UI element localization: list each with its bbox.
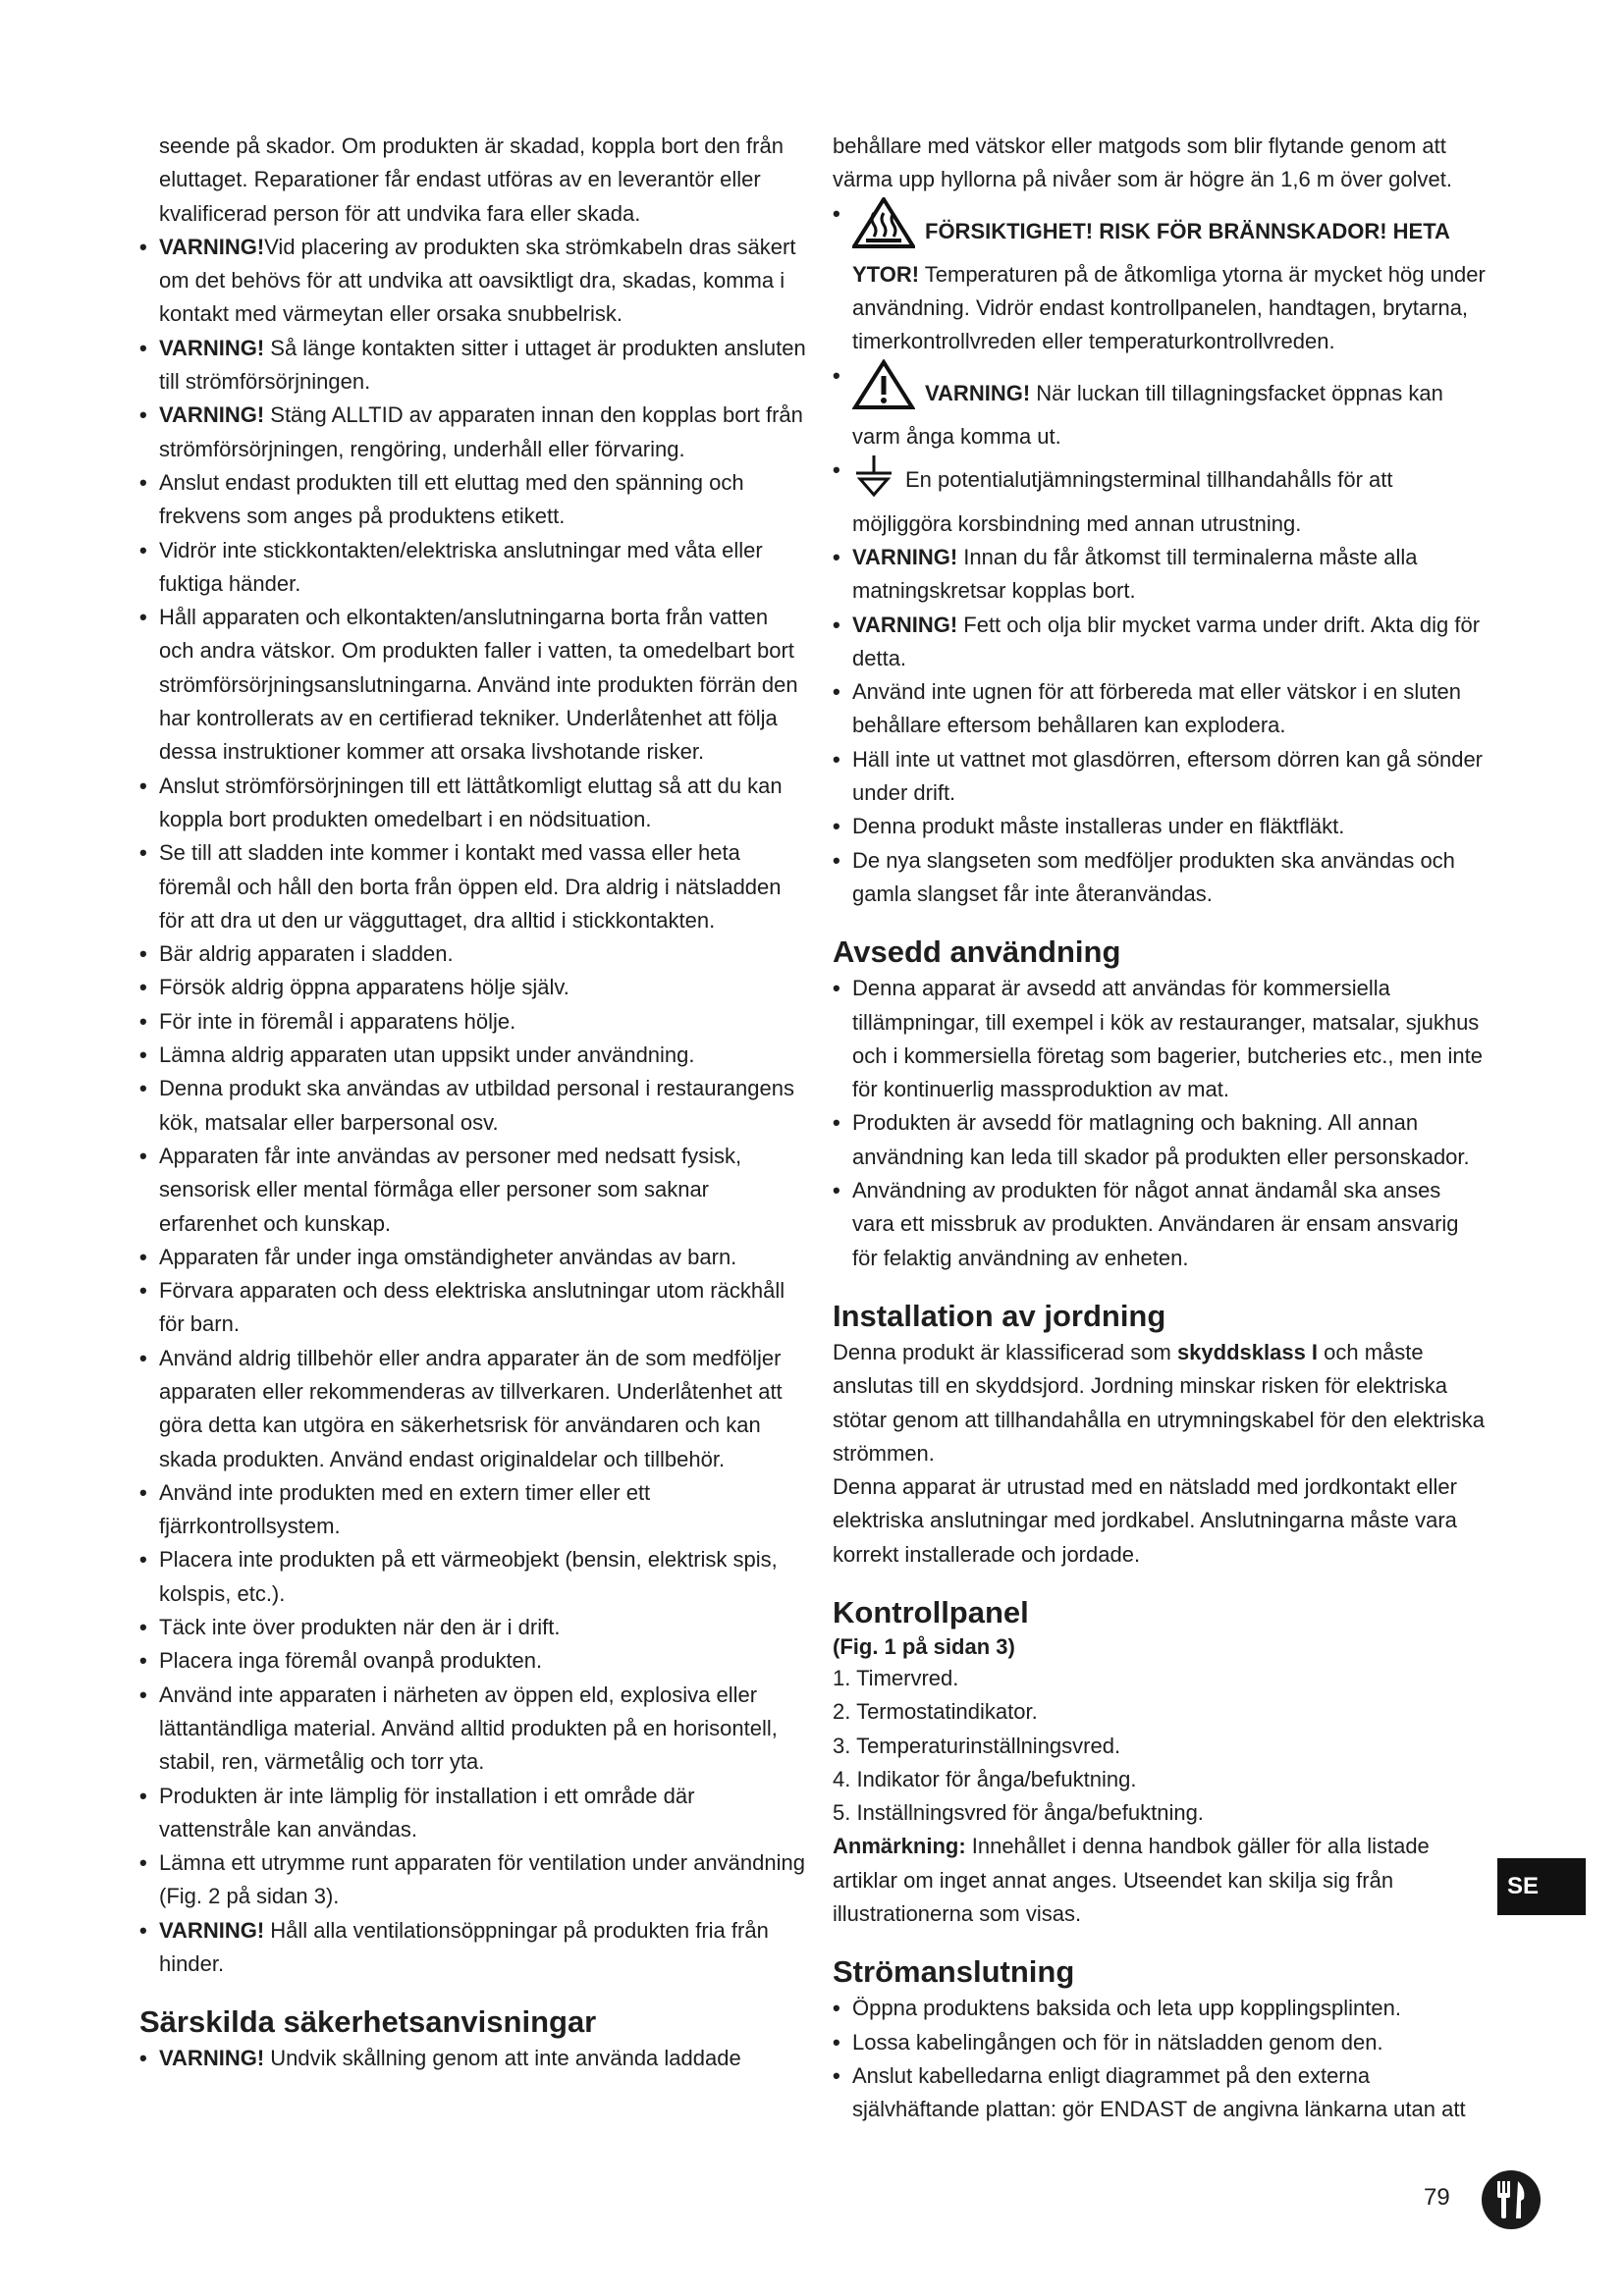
intended-use-heading: Avsedd användning [833, 934, 1121, 970]
list-item: • De nya slangseten som medföljer produkten ska användas och gamla slangset får inte återanvändas. [833, 844, 1486, 912]
list-item: • För inte in föremål i apparatens hölje. [139, 1005, 807, 1039]
intro-paragraph: seende på skador. Om produkten är skadad, koppla bort den från eluttaget. Reparationer får endast utföras av en leverantör eller kvalificerad person för att undvika fara eller skada. [159, 133, 784, 226]
intended-use-list [833, 972, 1486, 1275]
list-item: • Öppna produktens baksida och leta upp kopplingsplinten. [833, 1992, 1486, 2025]
list-item: • Produkten är inte lämplig för installation i ett område där vattenstråle kan användas. [139, 1780, 807, 1847]
list-item: • Lämna ett utrymme runt apparaten för ventilation under användning (Fig. 2 på sidan 3). [139, 1846, 807, 1914]
page-number: 79 [1424, 2184, 1450, 2211]
numbered-item: 2. Termostatindikator. [833, 1699, 1038, 1725]
list-item: • Denna apparat är avsedd att användas för kommersiella tillämpningar, till exempel i kök av restauranger, matsalar, sjukhus och i kommersiella företag som bagerier, butcheries etc., men inte för kontinuerlig massproduktion av mat. [833, 972, 1486, 1106]
language-tab: SE [1497, 1858, 1586, 1915]
right-column [833, 130, 1486, 2127]
grounding-paragraph-1: Denna produkt är klassificerad som skyddsklass I och måste anslutas till en skyddsjord. Jordning minskar risken för elektriska stötar genom att tillhandahålla en utrymningskabel för den elektriska strömmen. [833, 1339, 1486, 1466]
list-item: • Håll apparaten och elkontakten/anslutningarna borta från vatten och andra vätskor. Om produkten faller i vatten, ta omedelbart bort strömförsörjningsanslutningarna. Använd inte produkten förrän den har kontrollerats av en certifierad tekniker. Underlåtenhet att följa dessa instruktioner kommer att orsaka livshotande risker. [139, 601, 807, 769]
numbered-item: 4. Indikator för ånga/befuktning. [833, 1766, 1137, 1791]
list-item: • VARNING! Innan du får åtkomst till terminalerna måste alla matningskretsar kopplas bort. [833, 541, 1486, 609]
list-item: • VARNING! Fett och olja blir mycket varma under drift. Akta dig för detta. [833, 609, 1486, 676]
list-item: • Apparaten får under inga omständigheter användas av barn. [139, 1241, 807, 1274]
right-safety-list [833, 541, 1486, 911]
list-item: • Apparaten får inte användas av personer med nedsatt fysisk, sensorisk eller mental förmåga eller personer som saknar erfarenhet och kunskap. [139, 1140, 807, 1241]
hot-surface-warning: • FÖRSIKTIGHET! RISK FÖR BRÄNNSKADOR! HETA YTOR! Temperaturen på de åtkomliga ytorna är mycket hög under användning. Vidrör endast kontrollpanelen, handtagen, brytarna, timerkontrollvreden eller temperaturkontrollvreden. [833, 197, 1486, 359]
list-item: • Användning av produkten för något annat ändamål ska anses vara ett missbruk av produkten. Användaren är ensam ansvarig för felaktig användning av enheten. [833, 1174, 1486, 1275]
list-item: • Förvara apparaten och dess elektriska anslutningar utom räckhåll för barn. [139, 1274, 807, 1342]
list-item: • Anslut endast produkten till ett eluttag med den spänning och frekvens som anges på produktens etikett. [139, 466, 807, 534]
list-item: • VARNING!Vid placering av produkten ska strömkabeln dras säkert om det behövs för att undvika att oavsiktligt dra, skadas, komma i kontakt med värmeytan eller orsaka snubbelrisk. [139, 231, 807, 332]
list-item: • Använd inte produkten med en extern timer eller ett fjärrkontrollsystem. [139, 1476, 807, 1544]
control-panel-subheading: (Fig. 1 på sidan 3) [833, 1633, 1015, 1659]
list-item: • Anslut kabelledarna enligt diagrammet på den externa självhäftande plattan: gör ENDAST de angivna länkarna utan att [833, 2059, 1486, 2127]
list-item: • Använd inte ugnen för att förbereda mat eller vätskor i en sluten behållare eftersom behållaren kan explodera. [833, 675, 1486, 743]
grounding-heading: Installation av jordning [833, 1298, 1166, 1333]
list-item: • Placera inte produkten på ett värmeobjekt (bensin, elektrisk spis, kolspis, etc.). [139, 1543, 807, 1611]
list-item: • VARNING! Håll alla ventilationsöppningar på produkten fria från hinder. [139, 1914, 807, 1982]
list-item: • Bär aldrig apparaten i sladden. [139, 937, 807, 971]
numbered-item: 5. Inställningsvred för ånga/befuktning. [833, 1800, 1204, 1826]
list-item: • Anslut strömförsörjningen till ett lättåtkomligt eluttag så att du kan koppla bort produkten omedelbart i en nödsituation. [139, 770, 807, 837]
steam-warning: • VARNING! När luckan till tillagningsfacket öppnas kan varm ånga komma ut. [833, 359, 1486, 454]
hot-surface-icon [852, 197, 915, 258]
list-item: • Placera inga föremål ovanpå produkten. [139, 1644, 807, 1678]
special-safety-heading: Särskilda säkerhetsanvisningar [139, 2004, 597, 2040]
numbered-item: 1. Timervred. [833, 1665, 959, 1690]
warning-triangle-icon [852, 359, 915, 420]
list-item: • Vidrör inte stickkontakten/elektriska anslutningar med våta eller fuktiga händer. [139, 534, 807, 602]
list-item: • Använd aldrig tillbehör eller andra apparater än de som medföljer apparaten eller rekommenderas av tillverkaren. Underlåtenhet att göra detta kan utgöra en säkerhetsrisk för användaren och kan skada produkten. Använd endast originaldelar och tillbehör. [139, 1342, 807, 1476]
list-item: • Produkten är avsedd för matlagning och bakning. All annan användning kan leda till skador på produkten eller personskador. [833, 1106, 1486, 1174]
right-intro-paragraph: behållare med vätskor eller matgods som blir flytande genom att värma upp hyllorna på nivåer som är högre än 1,6 m över golvet. [833, 133, 1452, 192]
list-item: • Försök aldrig öppna apparatens hölje själv. [139, 971, 807, 1004]
list-item: • Se till att sladden inte kommer i kontakt med vassa eller heta föremål och håll den borta från öppen eld. Dra aldrig i nätsladden för att dra ut den ur vägguttaget, dra alltid i stickkontakten. [139, 836, 807, 937]
numbered-item: 3. Temperaturinställningsvred. [833, 1733, 1121, 1758]
list-item: • Använd inte apparaten i närheten av öppen eld, explosiva eller lättantändliga material. Använd alltid produkten på en horisontell, stabil, ren, värmetålig och torr yta. [139, 1679, 807, 1780]
list-item: • Lämna aldrig apparaten utan uppsikt under användning. [139, 1039, 807, 1072]
cutlery-logo-icon [1481, 2169, 1542, 2235]
control-panel-list [833, 1662, 1486, 1830]
list-item: • Lossa kabelingången och för in nätsladden genom den. [833, 2026, 1486, 2059]
left-column [139, 130, 807, 2076]
grounding-paragraph-2: Denna apparat är utrustad med en nätsladd med jordkontakt eller elektriska anslutningar med jordkabel. Anslutningarna måste vara korrekt installerade och jordade. [833, 1474, 1457, 1567]
list-item: • Täck inte över produkten när den är i drift. [139, 1611, 807, 1644]
power-connection-heading: Strömanslutning [833, 1954, 1075, 1990]
list-item: • VARNING! Stäng ALLTID av apparaten innan den kopplas bort från strömförsörjningen, rengöring, underhåll eller förvaring. [139, 399, 807, 466]
list-item: • Denna produkt måste installeras under en fläktfläkt. [833, 810, 1486, 843]
control-panel-heading: Kontrollpanel [833, 1594, 1029, 1629]
power-connection-list [833, 1992, 1486, 2126]
list-item: • VARNING! Så länge kontakten sitter i uttaget är produkten ansluten till strömförsörjningen. [139, 332, 807, 400]
list-item: • Denna produkt ska användas av utbildad personal i restaurangens kök, matsalar eller barpersonal osv. [139, 1072, 807, 1140]
equipotential-note: • En potentialutjämningsterminal tillhandahålls för att möjliggöra korsbindning med annan utrustning. [833, 454, 1486, 541]
equipotential-icon [852, 454, 895, 507]
control-panel-note: Anmärkning: Innehållet i denna handbok gäller för alla listade artiklar om inget annat anges. Utseendet kan skilja sig från illustrationerna som visas. [833, 1834, 1430, 1927]
special-safety-item: • VARNING! Undvik skållning genom att inte använda laddade [139, 2042, 807, 2075]
list-item: • Häll inte ut vattnet mot glasdörren, eftersom dörren kan gå sönder under drift. [833, 743, 1486, 811]
left-safety-list [139, 231, 807, 1981]
